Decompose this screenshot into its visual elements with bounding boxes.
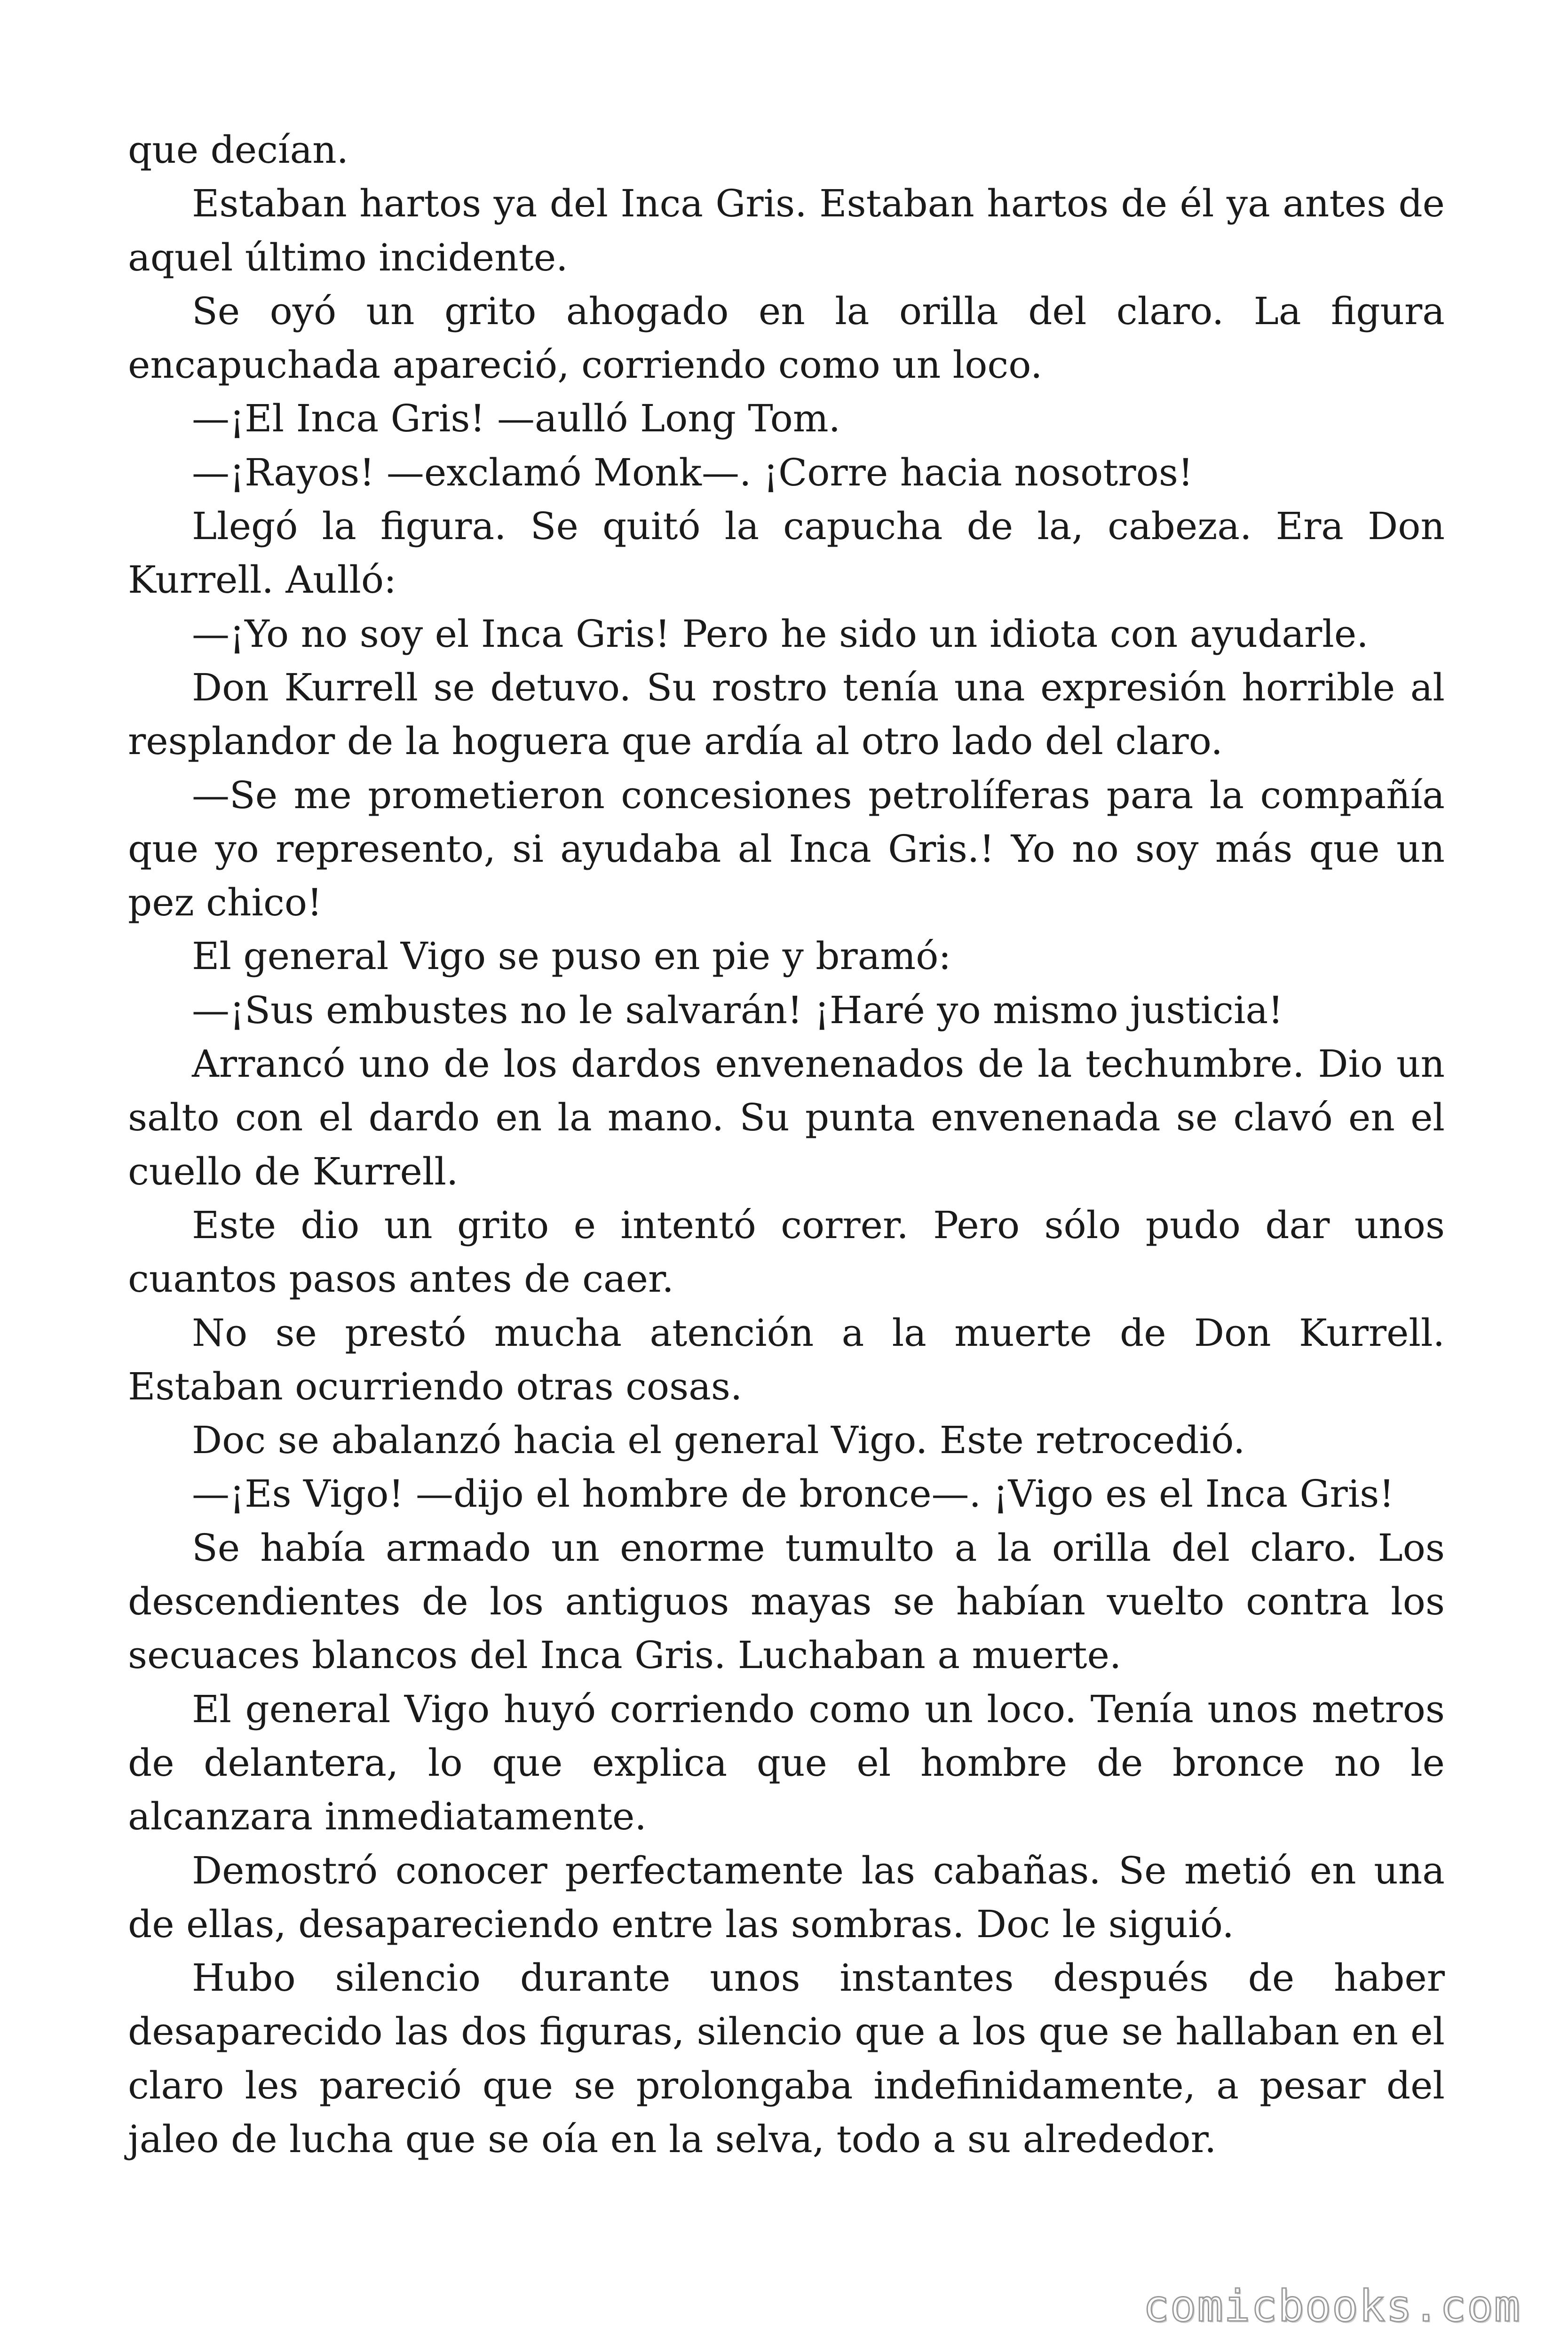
paragraph: Demostró conocer perfectamente las cabañas. Se metió en una de ellas, desapareciendo entre las sombras. Doc le siguió. (128, 1848, 1445, 1946)
paragraph: Llegó la figura. Se quitó la capucha de la, cabeza. Era Don Kurrell. Aulló: (128, 504, 1445, 602)
paragraph-continuation: que decían. (128, 128, 349, 172)
watermark-logo: comicbooks.com (1143, 2281, 1521, 2331)
dialogue-line: —Se me prometieron concesiones petrolíferas para la compañía que yo represento, si ayudaba al Inca Gris.! Yo no soy más que un pez chico! (128, 773, 1445, 925)
paragraph: Hubo silencio durante unos instantes después de haber desaparecido las dos figuras, silencio que a los que se hallaban en el claro les pareció que se prolongaba indefinidamente, a pesar del jaleo de lucha que se oía en la selva, todo a su alrededor. (128, 1956, 1445, 2161)
body-text (128, 123, 1445, 2166)
dialogue-line: —¡Yo no soy el Inca Gris! Pero he sido un idiota con ayudarle. (192, 612, 1369, 656)
paragraph: Se oyó un grito ahogado en la orilla del claro. La figura encapuchada apareció, corriendo como un loco. (128, 289, 1445, 387)
dialogue-line: —¡Sus embustes no le salvarán! ¡Haré yo mismo justicia! (192, 988, 1283, 1032)
paragraph: Este dio un grito e intentó correr. Pero sólo pudo dar unos cuantos pasos antes de caer. (128, 1203, 1445, 1301)
paragraph: El general Vigo huyó corriendo como un loco. Tenía unos metros de delantera, lo que explica que el hombre de bronce no le alcanzara inmediatamente. (128, 1687, 1445, 1839)
paragraph: El general Vigo se puso en pie y bramó: (192, 934, 951, 978)
paragraph: No se prestó mucha atención a la muerte de Don Kurrell. Estaban ocurriendo otras cosas. (128, 1311, 1445, 1408)
paragraph: Doc se abalanzó hacia el general Vigo. Este retrocedió. (192, 1418, 1245, 1462)
dialogue-line: —¡Rayos! —exclamó Monk—. ¡Corre hacia nosotros! (192, 450, 1194, 494)
dialogue-line: —¡Es Vigo! —dijo el hombre de bronce—. ¡Vigo es el Inca Gris! (192, 1472, 1394, 1516)
paragraph: Don Kurrell se detuvo. Su rostro tenía una expresión horrible al resplandor de la hoguera que ardía al otro lado del claro. (128, 665, 1445, 763)
dialogue-line: —¡El Inca Gris! —aulló Long Tom. (192, 397, 841, 441)
paragraph: Se había armado un enorme tumulto a la orilla del claro. Los descendientes de los antiguos mayas se habían vuelto contra los secuaces blancos del Inca Gris. Luchaban a muerte. (128, 1526, 1445, 1677)
paragraph: Estaban hartos ya del Inca Gris. Estaban hartos de él ya antes de aquel último incidente. (128, 182, 1445, 279)
paragraph: Arrancó uno de los dardos envenenados de la techumbre. Dio un salto con el dardo en la mano. Su punta envenenada se clavó en el cuello de Kurrell. (128, 1042, 1445, 1193)
